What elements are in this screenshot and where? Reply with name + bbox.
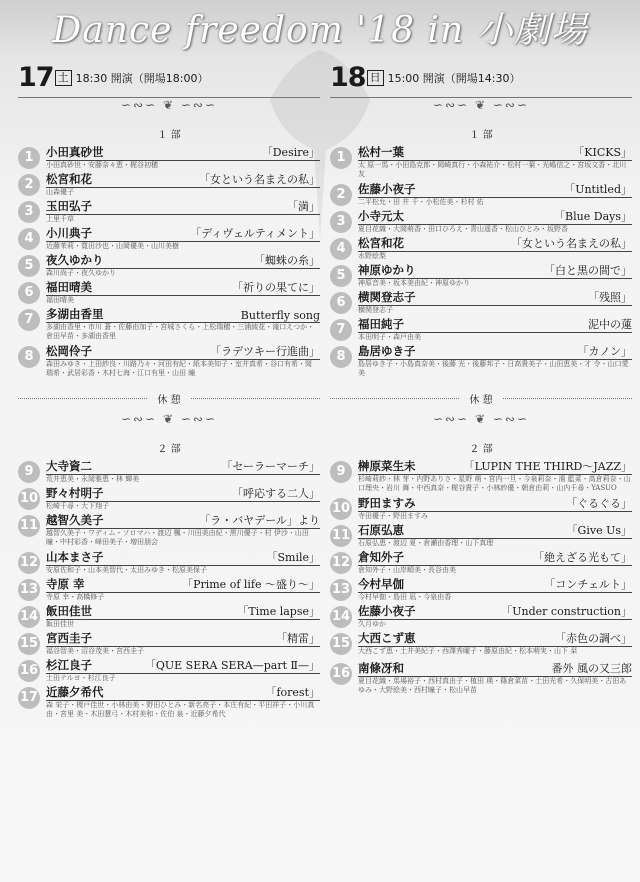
dotted-line xyxy=(503,398,632,399)
work-title: 「ぐるぐる」 xyxy=(566,497,632,510)
entry-number-badge: 8 xyxy=(330,346,352,368)
cast-list: 島居ゆき子・小島真奈美・後藤 光・後藤邦子・日高貴美子・山田恵美・才 令・山口愛美 xyxy=(358,360,629,377)
work-title: 「Under construction」 xyxy=(501,605,632,618)
work-title: 「カノン」 xyxy=(577,345,632,358)
work-title: 「残照」 xyxy=(588,291,632,304)
entry-number-badge: 9 xyxy=(330,461,352,483)
entry-number-badge: 16 xyxy=(18,660,40,682)
entry-title-row xyxy=(46,307,320,323)
work-title: 「赤色の調べ」 xyxy=(555,632,632,645)
cast-list: 多湖由香里・市川 蒼・佐藤由加子・宮城さくら・上松瑞穂・三浦綾花・滝口えつか・倉田早苗・多湖由香里 xyxy=(46,323,315,340)
performer-name: 飯田佳世 xyxy=(46,604,92,618)
entry-number-badge: 13 xyxy=(18,579,40,601)
performer-name: 福田純子 xyxy=(358,317,404,331)
entry-title-row xyxy=(46,145,320,161)
day-18-column xyxy=(330,62,632,698)
performer-name: 小寺元太 xyxy=(358,209,404,223)
program-entry xyxy=(18,280,320,307)
entry-number-badge: 12 xyxy=(330,552,352,574)
cast-list: 太 原一馬・小田島克郎・岡崎真行・小森祐介・松村一葉・光嶋信之・宮坂文香・北川 友 xyxy=(358,161,627,178)
entry-number-badge: 14 xyxy=(18,606,40,628)
entry-number-badge: 1 xyxy=(330,147,352,169)
entry-title-row xyxy=(358,496,632,512)
entry-title-row xyxy=(358,263,632,279)
cast-list: 小田真砂世・安藤奈々恵・梶谷初穂 xyxy=(46,161,158,169)
cast-list: 松崎千尋・大下翔子 xyxy=(46,502,109,510)
program-entry xyxy=(18,513,320,550)
entry-title-row xyxy=(46,199,320,215)
entry-number-badge: 6 xyxy=(18,282,40,304)
cast-list: 大西こず恵・土井美紀子・西澤秀曜子・藤原由紀・松本萌実・山下 栞 xyxy=(358,647,578,655)
entry-number-badge: 2 xyxy=(18,174,40,196)
program-entry xyxy=(18,344,320,381)
cast-list: 福田晴美 xyxy=(46,296,74,304)
cast-list: 今村早伽・島田 凪・今泉由香 xyxy=(358,593,452,601)
work-title: 「祈りの果てに」 xyxy=(232,281,320,294)
entry-number-badge: 8 xyxy=(18,346,40,368)
performer-name: 島居ゆき子 xyxy=(358,344,416,358)
cast-list: 荒井恵美・永岡雅恵・林 輝美 xyxy=(46,475,140,483)
entry-number-badge: 3 xyxy=(18,201,40,223)
program-entry xyxy=(18,307,320,344)
entry-number-badge: 4 xyxy=(330,238,352,260)
entry-title-row xyxy=(358,236,632,252)
entry-number-badge: 2 xyxy=(330,184,352,206)
entry-title-row xyxy=(358,577,632,593)
work-title: 「QUE SERA SERA—part Ⅱ—」 xyxy=(144,659,320,672)
entry-title-row xyxy=(46,486,320,502)
entry-title-row xyxy=(46,459,320,475)
entry-number-badge: 4 xyxy=(18,228,40,250)
work-title: 「女という名まえの私」 xyxy=(511,237,632,250)
program-entry xyxy=(330,604,632,631)
entry-number-badge: 14 xyxy=(330,606,352,628)
program-entry xyxy=(18,172,320,199)
performer-name: 近藤夕希代 xyxy=(46,685,104,699)
cast-list: 森川尚子・夜久ゆかり xyxy=(46,269,116,277)
entry-title-row xyxy=(358,209,632,225)
program-entry xyxy=(18,658,320,685)
cast-list: 夏目花織・大岡萌香・田口ひろえ・青山遥香・松山ひとみ・坂野香 xyxy=(358,225,568,233)
intermission-label: 休 憩 xyxy=(157,395,181,406)
day-header xyxy=(18,62,320,94)
entry-number-badge: 3 xyxy=(330,211,352,233)
part-label: １ 部 xyxy=(469,130,493,141)
performer-name: 野田ますみ xyxy=(358,496,416,510)
performer-name: 松村一葉 xyxy=(358,145,404,159)
program-entry xyxy=(330,523,632,550)
performer-name: 宮西圭子 xyxy=(46,631,92,645)
part-label: １ 部 xyxy=(157,130,181,141)
ornament-divider: ∽∾∽ ❦ ∽∾∽ xyxy=(120,98,217,112)
work-title: 泥中の蓮 xyxy=(588,318,632,331)
performer-name: 大西こず恵 xyxy=(358,631,416,645)
cast-list: 神原音美・坂本美由紀・神原ゆかり xyxy=(358,279,470,287)
intermission-label: 休 憩 xyxy=(469,395,493,406)
entry-title-row xyxy=(46,631,320,647)
work-title: 「ディヴェルティメント」 xyxy=(190,227,320,240)
entry-number-badge: 6 xyxy=(330,292,352,314)
entry-title-row xyxy=(46,658,320,674)
show-time: 15:00 開演（開場14:30） xyxy=(387,72,521,85)
performer-name: 多湖由香里 xyxy=(46,307,104,321)
part-label: ２ 部 xyxy=(157,444,181,455)
work-title: 「Give Us」 xyxy=(566,524,632,537)
entry-title-row xyxy=(358,317,632,333)
work-title: 番外 風の又三郎 xyxy=(551,662,632,675)
cast-list: 寺原 幸・高橋修子 xyxy=(46,593,105,601)
work-title: 「コンチェルト」 xyxy=(544,578,632,591)
program-entry xyxy=(330,496,632,523)
work-title: 「白と黒の間で」 xyxy=(544,264,632,277)
program-entry xyxy=(18,145,320,172)
program-entry xyxy=(330,577,632,604)
program-entry xyxy=(18,685,320,722)
cast-list: 近藤茉莉・寛田沙也・山岡優美・山川美樹 xyxy=(46,242,179,250)
cast-list: 石原弘恵・渡辺 夏・倉瀬由香理・山下真理 xyxy=(358,539,494,547)
performer-name: 佐藤小夜子 xyxy=(358,604,416,618)
program-entry xyxy=(18,253,320,280)
cast-list: 森 栄子・榎戸佳世・小林由美・野田ひとみ・新名亮子・本庄有紀・平田祥子・小川真由・宮里 美・木田慧弓・木村美和・佐伯 泉・近藤夕希代 xyxy=(46,701,315,718)
work-title: 「Blue Days」 xyxy=(554,210,632,223)
entry-title-row xyxy=(46,344,320,360)
performer-name: 石原弘恵 xyxy=(358,523,404,537)
entry-title-row xyxy=(46,280,320,296)
ornament-divider: ∽∾∽ ❦ ∽∾∽ xyxy=(120,412,217,426)
cast-list: 倉知外子・山岸順美・長谷由美 xyxy=(358,566,456,574)
dotted-line xyxy=(330,398,459,399)
entry-number-badge: 5 xyxy=(18,255,40,277)
cast-list: 久月ゆか xyxy=(358,620,386,628)
cast-list: 水野絵梨 xyxy=(358,252,386,260)
entry-title-row xyxy=(46,172,320,188)
performer-name: 神原ゆかり xyxy=(358,263,416,277)
program-entry xyxy=(330,290,632,317)
program-entry xyxy=(18,631,320,658)
performer-name: 小田真砂世 xyxy=(46,145,104,159)
work-title: 「forest」 xyxy=(265,686,320,699)
day-17-column xyxy=(18,62,320,722)
work-title: 「LUPIN THE THIRD～JAZZ」 xyxy=(463,460,632,473)
day-header xyxy=(330,62,632,94)
entry-title-row xyxy=(358,145,632,161)
work-title: 「Smile」 xyxy=(266,551,320,564)
performer-name: 榊原菜生未 xyxy=(358,459,416,473)
program-entry xyxy=(330,263,632,290)
work-title: 「Desire」 xyxy=(261,146,320,159)
work-title: 「ラ・バヤデール」より xyxy=(199,514,320,527)
program-entry xyxy=(18,199,320,226)
program-entry xyxy=(18,486,320,513)
day-number: 18 xyxy=(330,62,366,93)
program-entry xyxy=(330,317,632,344)
intermission-row xyxy=(330,391,632,406)
cast-list: 越智久美子・ワディム・ソロマハ・渡辺 楓・川田美由紀・黒川優子・村 伊沙・山田 瞳・中村彩香・峰田美子・増田朋会 xyxy=(46,529,309,546)
entry-number-badge: 11 xyxy=(330,525,352,547)
work-title: 「満」 xyxy=(287,200,320,213)
entry-number-badge: 17 xyxy=(18,687,40,709)
entry-title-row xyxy=(358,550,632,566)
entry-title-row xyxy=(358,604,632,620)
program-entry xyxy=(330,182,632,209)
ornament-divider: ∽∾∽ ❦ ∽∾∽ xyxy=(432,412,529,426)
entry-title-row xyxy=(46,604,320,620)
performer-name: 今村早伽 xyxy=(358,577,404,591)
dotted-line xyxy=(18,398,147,399)
cast-list: 横関登志子 xyxy=(358,306,393,314)
cast-list: 杉崎莉紗・林 芽・内野ありさ・星野 萌・宮内一旦・今泉莉奈・濱 藍菜・高倉莉奈・山口理央・岩川 舞・中西真奈・梶谷貴子・小林紗優・朝倉由莉・山内千尋・YASUO xyxy=(358,475,631,492)
work-title: 「セーラーマーチ」 xyxy=(221,460,320,473)
entry-number-badge: 10 xyxy=(18,488,40,510)
work-title: 「女という名まえの私」 xyxy=(199,173,320,186)
program-entry xyxy=(18,459,320,486)
program-entry xyxy=(330,209,632,236)
cast-list: 本田明子・森戸由美 xyxy=(358,333,421,341)
entry-title-row xyxy=(46,253,320,269)
entry-number-badge: 16 xyxy=(330,663,352,685)
program-entry xyxy=(330,236,632,263)
part-label: ２ 部 xyxy=(469,444,493,455)
entry-title-row xyxy=(46,685,320,701)
entry-title-row xyxy=(358,459,632,475)
program-entry xyxy=(18,577,320,604)
performer-name: 倉知外子 xyxy=(358,550,404,564)
entry-title-row xyxy=(358,290,632,306)
cast-list: 森田みゆき・上田紗良・川路乃々・河田有紀・紙本美知子・室井真希・谷口有希・岡 瑞希・武居彩香・木村七海・江口有里・山田 瞳 xyxy=(46,360,312,377)
weekday-badge: 日 xyxy=(367,70,384,86)
entry-number-badge: 15 xyxy=(18,633,40,655)
performer-name: 福田晴美 xyxy=(46,280,92,294)
entry-title-row xyxy=(358,182,632,198)
entry-title-row xyxy=(46,513,320,529)
cast-list: 二平松允・田 井 千・小松佐美・杉村 佑 xyxy=(358,198,484,206)
entry-number-badge: 10 xyxy=(330,498,352,520)
entry-number-badge: 5 xyxy=(330,265,352,287)
cast-list: 土田テルヨ・杉江良子 xyxy=(46,674,116,682)
work-title: Butterfly song xyxy=(240,309,320,322)
program-entry xyxy=(18,226,320,253)
program-entry xyxy=(330,459,632,496)
entry-title-row xyxy=(358,344,632,360)
work-title: 「蜘蛛の糸」 xyxy=(254,254,320,267)
performer-name: 寺原 幸 xyxy=(46,577,85,591)
intermission-row xyxy=(18,391,320,406)
program-entry xyxy=(18,604,320,631)
program-entry xyxy=(18,550,320,577)
performer-name: 松岡伶子 xyxy=(46,344,92,358)
program-entry xyxy=(330,344,632,381)
work-title: 「Prime of life ～盛り～」 xyxy=(182,578,320,591)
ornament-divider: ∽∾∽ ❦ ∽∾∽ xyxy=(432,98,529,112)
performer-name: 夜久ゆかり xyxy=(46,253,104,267)
performer-name: 松宮和花 xyxy=(46,172,92,186)
program-entry xyxy=(330,550,632,577)
weekday-badge: 土 xyxy=(55,70,72,86)
entry-number-badge: 1 xyxy=(18,147,40,169)
entry-title-row xyxy=(46,226,320,242)
program-entry xyxy=(330,145,632,182)
entry-number-badge: 7 xyxy=(18,309,40,331)
page-title: Dance freedom '18 in 小劇場 xyxy=(52,10,588,51)
cast-list: 寺田優子・野田ますみ xyxy=(358,512,428,520)
performer-name: 山本まさ子 xyxy=(46,550,104,564)
dotted-line xyxy=(191,398,320,399)
program-entry xyxy=(330,631,632,661)
cast-list: 福谷智美・沼谷茂美・宮西圭子 xyxy=(46,647,144,655)
work-title: 「ラデツキー行進曲」 xyxy=(210,345,320,358)
show-time: 18:30 開演（開場18:00） xyxy=(75,72,209,85)
entry-number-badge: 11 xyxy=(18,515,40,537)
performer-name: 大寺資二 xyxy=(46,459,92,473)
work-title: 「KICKS」 xyxy=(573,146,632,159)
performer-name: 越智久美子 xyxy=(46,513,104,527)
entry-title-row xyxy=(46,550,320,566)
work-title: 「絶えざる光もて」 xyxy=(533,551,632,564)
entry-number-badge: 13 xyxy=(330,579,352,601)
entry-title-row xyxy=(358,661,632,677)
entry-number-badge: 7 xyxy=(330,319,352,341)
entry-title-row xyxy=(46,577,320,593)
cast-list: 飯田佳世 xyxy=(46,620,74,628)
work-title: 「精雷」 xyxy=(276,632,320,645)
work-title: 「呼応する二人」 xyxy=(232,487,320,500)
entry-title-row xyxy=(358,631,632,647)
program-entry xyxy=(330,661,632,698)
performer-name: 小川典子 xyxy=(46,226,92,240)
cast-list: 上里千草 xyxy=(46,215,74,223)
performer-name: 佐藤小夜子 xyxy=(358,182,416,196)
entry-number-badge: 15 xyxy=(330,633,352,655)
day-number: 17 xyxy=(18,62,54,93)
cast-list: 山森優子 xyxy=(46,188,74,196)
performer-name: 杉江良子 xyxy=(46,658,92,672)
cast-list: 安原佐和子・山本美智代・太田みゆき・松原美保子 xyxy=(46,566,207,574)
performer-name: 南條冴和 xyxy=(358,661,404,675)
performer-name: 野々村明子 xyxy=(46,486,104,500)
work-title: 「Untitled」 xyxy=(564,183,632,196)
cast-list: 夏目花織・馬場裕子・西村真由子・植田 瑛・篠倉菜苗・土田光希・久保明美・古田あゆみ・大野絵美・西村瞳子・松山早苗 xyxy=(358,677,627,694)
work-title: 「Time lapse」 xyxy=(237,605,320,618)
performer-name: 玉田弘子 xyxy=(46,199,92,213)
entry-number-badge: 12 xyxy=(18,552,40,574)
entry-number-badge: 9 xyxy=(18,461,40,483)
performer-name: 横関登志子 xyxy=(358,290,416,304)
entry-title-row xyxy=(358,523,632,539)
performer-name: 松宮和花 xyxy=(358,236,404,250)
